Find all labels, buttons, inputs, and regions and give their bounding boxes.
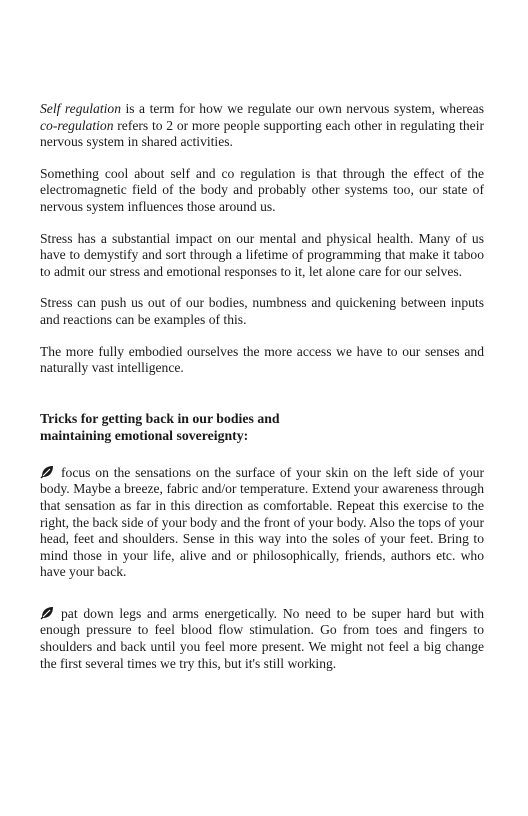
paragraph-electromagnetic-field: Something cool about self and co regulation is that through the effect of the electromagnetic field of the body and probably other systems too, our state of nervous system influences those around us. [40, 165, 484, 214]
paragraph-stress-numbness: Stress can push us out of our bodies, numbness and quickening between inputs and reactions can be examples of this. [40, 295, 484, 327]
paragraph-embodiment: The more fully embodied ourselves the more access we have to our senses and naturally vast intelligence. [40, 343, 484, 376]
term-co-regulation: co-regulation [40, 117, 114, 133]
paragraph-stress-impact: Stress has a substantial impact on our mental and physical health. Many of us have to demystify and sort through a lifetime of programming that make it taboo to admit our stress and emotional responses to it, let alone care for our selves. [40, 230, 484, 279]
tip-text: focus on the sensations on the surface of your skin on the left side of your body. Maybe a breeze, fabric and/or temperature. Extend your awareness through that sensation as far in this direction as comfortable. Repeat this exercise to the right, the back side of your body and the front of your body. Also the tops of your head, feet and shoulders. Sense in this way into the soles of your feet. Bring to mind those in your life, alive and or philosophically, friends, authors etc. who have your back. [40, 464, 484, 580]
leaf-icon [40, 605, 55, 620]
tip-pat-down [40, 605, 484, 672]
paragraph-text: is a term for how we regulate our own nervous system, whereas [121, 101, 484, 116]
heading-line-1: Tricks for getting back in our bodies and [40, 410, 280, 426]
paragraph-regulation-definition [40, 101, 484, 151]
heading-line-2: maintaining emotional sovereignty: [40, 427, 249, 443]
leaf-icon [40, 464, 55, 479]
tip-text: pat down legs and arms energetically. No need to be super hard but with enough pressure to feel blood flow stimulation. Go from toes and fingers to shoulders and back until you feel more present. We might not feel a big change the first several times we try this, but it's still working. [40, 605, 484, 671]
tip-skin-sensation [40, 464, 484, 581]
section-heading [40, 410, 484, 444]
paragraph-text: refers to 2 or more people supporting each other in regulating their nervous system in shared activities. [40, 117, 484, 150]
term-self-regulation: Self regulation [40, 101, 122, 116]
document-body [40, 101, 484, 696]
